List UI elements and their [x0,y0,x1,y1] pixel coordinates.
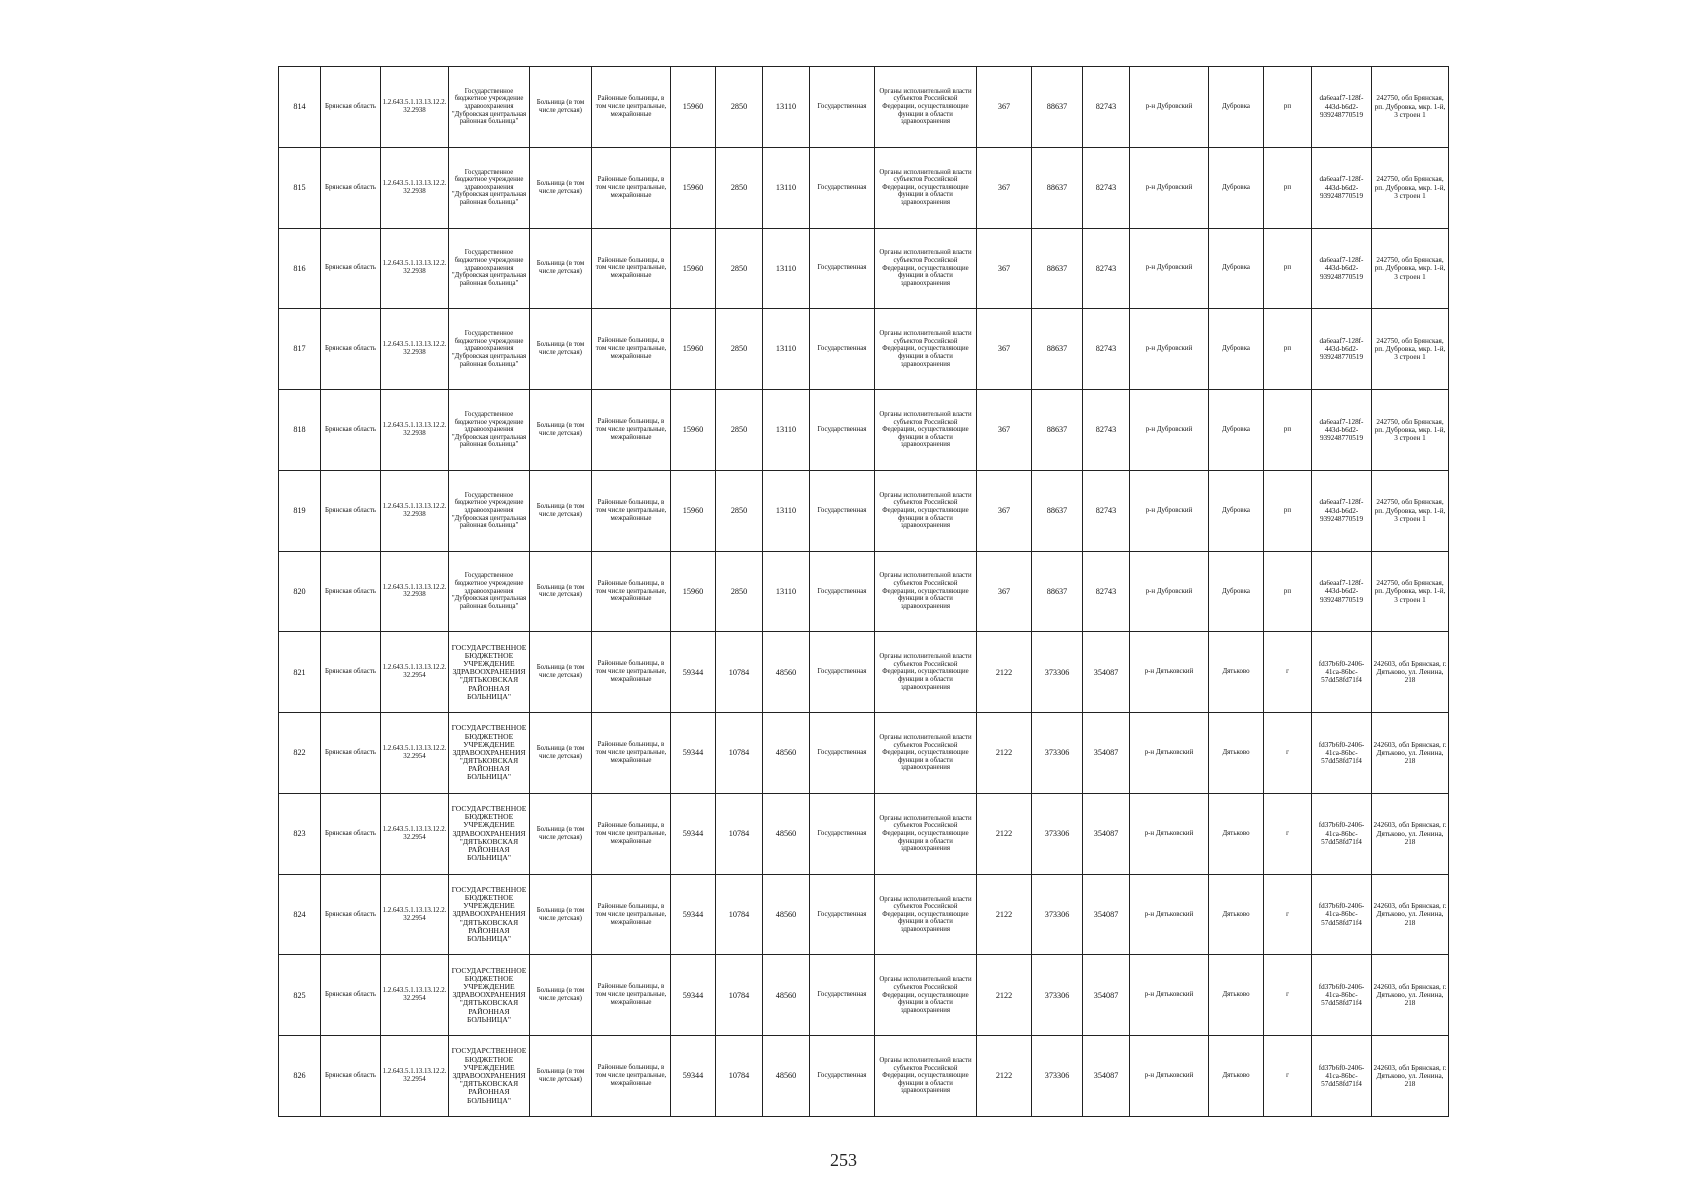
row-number-cell: 819 [279,470,321,551]
oid-code-cell: 1.2.643.5.1.13.13.12.2.32.2954 [381,713,449,794]
organization-name-cell: ГОСУДАРСТВЕННОЕ БЮДЖЕТНОЕ УЧРЕЖДЕНИЕ ЗДРАВООХРАНЕНИЯ "ДЯТЬКОВСКАЯ РАЙОННАЯ БОЛЬНИЦА" [449,713,530,794]
authority-cell: Органы исполнительной власти субъектов Российской Федерации, осуществляющие функции в области здравоохранения [875,1036,977,1117]
address-cell: 242603, обл Брянская, г. Дятьково, ул. Ленина, 218 [1372,713,1449,794]
uuid-cell: da6eaaf7-128f-443d-b6d2-939248770519 [1312,551,1372,632]
address-cell: 242603, обл Брянская, г. Дятьково, ул. Ленина, 218 [1372,955,1449,1036]
value-2-cell: 2850 [716,551,763,632]
hospital-registry-table [278,66,1449,1117]
value-5-cell: 88637 [1032,309,1083,390]
locality-cell: Дятьково [1209,793,1264,874]
locality-type-cell: рп [1264,390,1312,471]
facility-subtype-cell: Районные больницы, в том числе центральные, межрайонные [592,228,671,309]
authority-cell: Органы исполнительной власти субъектов Российской Федерации, осуществляющие функции в области здравоохранения [875,713,977,794]
value-1-cell: 59344 [671,874,716,955]
oid-code-cell: 1.2.643.5.1.13.13.12.2.32.2938 [381,309,449,390]
organization-name-cell: Государственное бюджетное учреждение здравоохранения "Дубровская центральная районная больница" [449,228,530,309]
facility-type-cell: Больница (в том числе детская) [530,713,592,794]
oid-code-cell: 1.2.643.5.1.13.13.12.2.32.2938 [381,67,449,148]
row-number-cell: 821 [279,632,321,713]
authority-cell: Органы исполнительной власти субъектов Российской Федерации, осуществляющие функции в области здравоохранения [875,632,977,713]
address-cell: 242603, обл Брянская, г. Дятьково, ул. Ленина, 218 [1372,632,1449,713]
region-cell: Брянская область [321,551,381,632]
locality-cell: Дубровка [1209,147,1264,228]
table-row [279,632,1449,713]
value-1-cell: 59344 [671,632,716,713]
table-body [279,67,1449,1117]
value-6-cell: 354087 [1083,1036,1130,1117]
table-row [279,228,1449,309]
address-cell: 242750, обл Брянская, рп. Дубровка, мкр. 1-й, 3 строен 1 [1372,551,1449,632]
locality-cell: Дятьково [1209,713,1264,794]
locality-type-cell: г [1264,955,1312,1036]
region-cell: Брянская область [321,955,381,1036]
value-4-cell: 367 [977,67,1032,148]
organization-name-cell: ГОСУДАРСТВЕННОЕ БЮДЖЕТНОЕ УЧРЕЖДЕНИЕ ЗДРАВООХРАНЕНИЯ "ДЯТЬКОВСКАЯ РАЙОННАЯ БОЛЬНИЦА" [449,632,530,713]
address-cell: 242603, обл Брянская, г. Дятьково, ул. Ленина, 218 [1372,1036,1449,1117]
authority-cell: Органы исполнительной власти субъектов Российской Федерации, осуществляющие функции в области здравоохранения [875,551,977,632]
value-6-cell: 82743 [1083,309,1130,390]
locality-type-cell: г [1264,1036,1312,1117]
facility-subtype-cell: Районные больницы, в том числе центральные, межрайонные [592,632,671,713]
value-4-cell: 2122 [977,713,1032,794]
value-2-cell: 2850 [716,390,763,471]
oid-code-cell: 1.2.643.5.1.13.13.12.2.32.2954 [381,1036,449,1117]
uuid-cell: fd37b6f0-2406-41ca-86bc-57dd58fd71f4 [1312,632,1372,713]
value-6-cell: 354087 [1083,793,1130,874]
facility-type-cell: Больница (в том числе детская) [530,632,592,713]
ownership-cell: Государственная [810,228,875,309]
facility-type-cell: Больница (в том числе детская) [530,147,592,228]
locality-cell: Дятьково [1209,1036,1264,1117]
region-cell: Брянская область [321,470,381,551]
row-number-cell: 814 [279,67,321,148]
value-5-cell: 373306 [1032,955,1083,1036]
facility-type-cell: Больница (в том числе детская) [530,228,592,309]
facility-type-cell: Больница (в том числе детская) [530,874,592,955]
value-4-cell: 2122 [977,793,1032,874]
value-3-cell: 13110 [763,228,810,309]
value-6-cell: 354087 [1083,713,1130,794]
region-cell: Брянская область [321,713,381,794]
region-cell: Брянская область [321,793,381,874]
ownership-cell: Государственная [810,551,875,632]
value-1-cell: 59344 [671,713,716,794]
oid-code-cell: 1.2.643.5.1.13.13.12.2.32.2938 [381,390,449,471]
value-6-cell: 82743 [1083,67,1130,148]
facility-type-cell: Больница (в том числе детская) [530,67,592,148]
organization-name-cell: ГОСУДАРСТВЕННОЕ БЮДЖЕТНОЕ УЧРЕЖДЕНИЕ ЗДРАВООХРАНЕНИЯ "ДЯТЬКОВСКАЯ РАЙОННАЯ БОЛЬНИЦА" [449,1036,530,1117]
value-1-cell: 59344 [671,793,716,874]
facility-subtype-cell: Районные больницы, в том числе центральные, межрайонные [592,955,671,1036]
value-1-cell: 15960 [671,309,716,390]
row-number-cell: 825 [279,955,321,1036]
ownership-cell: Государственная [810,309,875,390]
value-5-cell: 88637 [1032,551,1083,632]
value-1-cell: 15960 [671,551,716,632]
region-cell: Брянская область [321,1036,381,1117]
uuid-cell: fd37b6f0-2406-41ca-86bc-57dd58fd71f4 [1312,793,1372,874]
value-1-cell: 15960 [671,67,716,148]
value-3-cell: 48560 [763,632,810,713]
table-row [279,955,1449,1036]
locality-cell: Дубровка [1209,390,1264,471]
row-number-cell: 816 [279,228,321,309]
table-row [279,390,1449,471]
oid-code-cell: 1.2.643.5.1.13.13.12.2.32.2938 [381,551,449,632]
facility-subtype-cell: Районные больницы, в том числе центральные, межрайонные [592,874,671,955]
district-cell: р-н Дубровский [1130,147,1209,228]
uuid-cell: da6eaaf7-128f-443d-b6d2-939248770519 [1312,67,1372,148]
district-cell: р-н Дубровский [1130,551,1209,632]
uuid-cell: da6eaaf7-128f-443d-b6d2-939248770519 [1312,147,1372,228]
ownership-cell: Государственная [810,713,875,794]
row-number-cell: 822 [279,713,321,794]
facility-type-cell: Больница (в том числе детская) [530,551,592,632]
authority-cell: Органы исполнительной власти субъектов Российской Федерации, осуществляющие функции в области здравоохранения [875,228,977,309]
locality-cell: Дубровка [1209,228,1264,309]
organization-name-cell: Государственное бюджетное учреждение здравоохранения "Дубровская центральная районная больница" [449,309,530,390]
value-2-cell: 2850 [716,147,763,228]
authority-cell: Органы исполнительной власти субъектов Российской Федерации, осуществляющие функции в области здравоохранения [875,309,977,390]
value-6-cell: 82743 [1083,147,1130,228]
locality-cell: Дубровка [1209,67,1264,148]
row-number-cell: 817 [279,309,321,390]
value-4-cell: 2122 [977,874,1032,955]
ownership-cell: Государственная [810,874,875,955]
locality-type-cell: г [1264,632,1312,713]
value-2-cell: 10784 [716,1036,763,1117]
district-cell: р-н Дубровский [1130,470,1209,551]
table-row [279,67,1449,148]
value-4-cell: 2122 [977,632,1032,713]
row-number-cell: 823 [279,793,321,874]
oid-code-cell: 1.2.643.5.1.13.13.12.2.32.2954 [381,632,449,713]
row-number-cell: 826 [279,1036,321,1117]
region-cell: Брянская область [321,874,381,955]
region-cell: Брянская область [321,228,381,309]
locality-cell: Дятьково [1209,632,1264,713]
locality-cell: Дятьково [1209,955,1264,1036]
organization-name-cell: ГОСУДАРСТВЕННОЕ БЮДЖЕТНОЕ УЧРЕЖДЕНИЕ ЗДРАВООХРАНЕНИЯ "ДЯТЬКОВСКАЯ РАЙОННАЯ БОЛЬНИЦА" [449,955,530,1036]
locality-cell: Дубровка [1209,470,1264,551]
value-1-cell: 59344 [671,955,716,1036]
value-3-cell: 13110 [763,470,810,551]
district-cell: р-н Дятьковский [1130,874,1209,955]
row-number-cell: 820 [279,551,321,632]
table-row [279,874,1449,955]
locality-type-cell: рп [1264,147,1312,228]
value-3-cell: 48560 [763,1036,810,1117]
value-5-cell: 88637 [1032,390,1083,471]
ownership-cell: Государственная [810,470,875,551]
authority-cell: Органы исполнительной власти субъектов Российской Федерации, осуществляющие функции в области здравоохранения [875,390,977,471]
value-3-cell: 48560 [763,793,810,874]
locality-type-cell: рп [1264,470,1312,551]
value-6-cell: 354087 [1083,955,1130,1036]
organization-name-cell: Государственное бюджетное учреждение здравоохранения "Дубровская центральная районная больница" [449,67,530,148]
facility-subtype-cell: Районные больницы, в том числе центральные, межрайонные [592,470,671,551]
authority-cell: Органы исполнительной власти субъектов Российской Федерации, осуществляющие функции в области здравоохранения [875,67,977,148]
facility-type-cell: Больница (в том числе детская) [530,390,592,471]
ownership-cell: Государственная [810,1036,875,1117]
organization-name-cell: Государственное бюджетное учреждение здравоохранения "Дубровская центральная районная больница" [449,551,530,632]
value-2-cell: 2850 [716,470,763,551]
region-cell: Брянская область [321,67,381,148]
address-cell: 242750, обл Брянская, рп. Дубровка, мкр. 1-й, 3 строен 1 [1372,470,1449,551]
locality-type-cell: рп [1264,67,1312,148]
facility-subtype-cell: Районные больницы, в том числе центральные, межрайонные [592,67,671,148]
value-2-cell: 10784 [716,632,763,713]
ownership-cell: Государственная [810,632,875,713]
ownership-cell: Государственная [810,793,875,874]
value-2-cell: 10784 [716,874,763,955]
uuid-cell: fd37b6f0-2406-41ca-86bc-57dd58fd71f4 [1312,1036,1372,1117]
value-4-cell: 367 [977,390,1032,471]
locality-type-cell: г [1264,874,1312,955]
value-3-cell: 48560 [763,955,810,1036]
table-row [279,793,1449,874]
ownership-cell: Государственная [810,390,875,471]
table-row [279,470,1449,551]
authority-cell: Органы исполнительной власти субъектов Российской Федерации, осуществляющие функции в области здравоохранения [875,470,977,551]
value-6-cell: 82743 [1083,390,1130,471]
row-number-cell: 824 [279,874,321,955]
value-1-cell: 15960 [671,147,716,228]
value-4-cell: 367 [977,551,1032,632]
locality-cell: Дятьково [1209,874,1264,955]
value-4-cell: 367 [977,309,1032,390]
district-cell: р-н Дятьковский [1130,955,1209,1036]
facility-type-cell: Больница (в том числе детская) [530,470,592,551]
organization-name-cell: ГОСУДАРСТВЕННОЕ БЮДЖЕТНОЕ УЧРЕЖДЕНИЕ ЗДРАВООХРАНЕНИЯ "ДЯТЬКОВСКАЯ РАЙОННАЯ БОЛЬНИЦА" [449,793,530,874]
value-3-cell: 13110 [763,67,810,148]
facility-subtype-cell: Районные больницы, в том числе центральные, межрайонные [592,1036,671,1117]
value-4-cell: 367 [977,228,1032,309]
value-4-cell: 2122 [977,1036,1032,1117]
district-cell: р-н Дубровский [1130,228,1209,309]
region-cell: Брянская область [321,632,381,713]
table-row [279,551,1449,632]
authority-cell: Органы исполнительной власти субъектов Российской Федерации, осуществляющие функции в области здравоохранения [875,793,977,874]
value-3-cell: 13110 [763,390,810,471]
value-5-cell: 88637 [1032,228,1083,309]
value-6-cell: 82743 [1083,551,1130,632]
facility-subtype-cell: Районные больницы, в том числе центральные, межрайонные [592,793,671,874]
facility-subtype-cell: Районные больницы, в том числе центральные, межрайонные [592,713,671,794]
value-5-cell: 373306 [1032,874,1083,955]
locality-type-cell: рп [1264,551,1312,632]
value-5-cell: 88637 [1032,147,1083,228]
facility-type-cell: Больница (в том числе детская) [530,955,592,1036]
address-cell: 242750, обл Брянская, рп. Дубровка, мкр. 1-й, 3 строен 1 [1372,147,1449,228]
uuid-cell: da6eaaf7-128f-443d-b6d2-939248770519 [1312,228,1372,309]
oid-code-cell: 1.2.643.5.1.13.13.12.2.32.2954 [381,793,449,874]
value-2-cell: 2850 [716,228,763,309]
organization-name-cell: Государственное бюджетное учреждение здравоохранения "Дубровская центральная районная больница" [449,470,530,551]
district-cell: р-н Дятьковский [1130,1036,1209,1117]
district-cell: р-н Дубровский [1130,67,1209,148]
authority-cell: Органы исполнительной власти субъектов Российской Федерации, осуществляющие функции в области здравоохранения [875,955,977,1036]
district-cell: р-н Дубровский [1130,390,1209,471]
value-1-cell: 15960 [671,390,716,471]
region-cell: Брянская область [321,309,381,390]
page-number: 253 [830,1150,857,1170]
table-row [279,713,1449,794]
ownership-cell: Государственная [810,955,875,1036]
organization-name-cell: Государственное бюджетное учреждение здравоохранения "Дубровская центральная районная больница" [449,390,530,471]
value-3-cell: 48560 [763,713,810,794]
table-row [279,147,1449,228]
facility-subtype-cell: Районные больницы, в том числе центральные, межрайонные [592,147,671,228]
district-cell: р-н Дятьковский [1130,632,1209,713]
ownership-cell: Государственная [810,67,875,148]
value-5-cell: 373306 [1032,1036,1083,1117]
value-2-cell: 10784 [716,713,763,794]
facility-type-cell: Больница (в том числе детская) [530,1036,592,1117]
locality-type-cell: г [1264,793,1312,874]
value-3-cell: 13110 [763,147,810,228]
facility-subtype-cell: Районные больницы, в том числе центральные, межрайонные [592,309,671,390]
region-cell: Брянская область [321,147,381,228]
authority-cell: Органы исполнительной власти субъектов Российской Федерации, осуществляющие функции в области здравоохранения [875,874,977,955]
value-5-cell: 373306 [1032,793,1083,874]
value-2-cell: 2850 [716,67,763,148]
facility-subtype-cell: Районные больницы, в том числе центральные, межрайонные [592,390,671,471]
locality-type-cell: рп [1264,309,1312,390]
uuid-cell: fd37b6f0-2406-41ca-86bc-57dd58fd71f4 [1312,955,1372,1036]
oid-code-cell: 1.2.643.5.1.13.13.12.2.32.2938 [381,470,449,551]
value-4-cell: 367 [977,147,1032,228]
row-number-cell: 818 [279,390,321,471]
value-3-cell: 13110 [763,309,810,390]
district-cell: р-н Дятьковский [1130,793,1209,874]
organization-name-cell: Государственное бюджетное учреждение здравоохранения "Дубровская центральная районная больница" [449,147,530,228]
authority-cell: Органы исполнительной власти субъектов Российской Федерации, осуществляющие функции в области здравоохранения [875,147,977,228]
ownership-cell: Государственная [810,147,875,228]
facility-type-cell: Больница (в том числе детская) [530,793,592,874]
region-cell: Брянская область [321,390,381,471]
oid-code-cell: 1.2.643.5.1.13.13.12.2.32.2954 [381,874,449,955]
table-row [279,1036,1449,1117]
value-6-cell: 354087 [1083,874,1130,955]
oid-code-cell: 1.2.643.5.1.13.13.12.2.32.2938 [381,147,449,228]
value-1-cell: 15960 [671,470,716,551]
uuid-cell: da6eaaf7-128f-443d-b6d2-939248770519 [1312,470,1372,551]
value-1-cell: 15960 [671,228,716,309]
oid-code-cell: 1.2.643.5.1.13.13.12.2.32.2954 [381,955,449,1036]
uuid-cell: da6eaaf7-128f-443d-b6d2-939248770519 [1312,309,1372,390]
value-6-cell: 354087 [1083,632,1130,713]
value-2-cell: 10784 [716,955,763,1036]
value-4-cell: 367 [977,470,1032,551]
organization-name-cell: ГОСУДАРСТВЕННОЕ БЮДЖЕТНОЕ УЧРЕЖДЕНИЕ ЗДРАВООХРАНЕНИЯ "ДЯТЬКОВСКАЯ РАЙОННАЯ БОЛЬНИЦА" [449,874,530,955]
value-3-cell: 13110 [763,551,810,632]
value-2-cell: 2850 [716,309,763,390]
locality-type-cell: рп [1264,228,1312,309]
value-1-cell: 59344 [671,1036,716,1117]
value-4-cell: 2122 [977,955,1032,1036]
table-row [279,309,1449,390]
facility-type-cell: Больница (в том числе детская) [530,309,592,390]
row-number-cell: 815 [279,147,321,228]
value-5-cell: 88637 [1032,470,1083,551]
district-cell: р-н Дубровский [1130,309,1209,390]
district-cell: р-н Дятьковский [1130,713,1209,794]
value-3-cell: 48560 [763,874,810,955]
address-cell: 242750, обл Брянская, рп. Дубровка, мкр. 1-й, 3 строен 1 [1372,228,1449,309]
value-6-cell: 82743 [1083,470,1130,551]
uuid-cell: fd37b6f0-2406-41ca-86bc-57dd58fd71f4 [1312,874,1372,955]
oid-code-cell: 1.2.643.5.1.13.13.12.2.32.2938 [381,228,449,309]
address-cell: 242750, обл Брянская, рп. Дубровка, мкр. 1-й, 3 строен 1 [1372,67,1449,148]
value-5-cell: 88637 [1032,67,1083,148]
facility-subtype-cell: Районные больницы, в том числе центральные, межрайонные [592,551,671,632]
value-5-cell: 373306 [1032,713,1083,794]
address-cell: 242603, обл Брянская, г. Дятьково, ул. Ленина, 218 [1372,874,1449,955]
value-5-cell: 373306 [1032,632,1083,713]
value-2-cell: 10784 [716,793,763,874]
address-cell: 242750, обл Брянская, рп. Дубровка, мкр. 1-й, 3 строен 1 [1372,390,1449,471]
locality-cell: Дубровка [1209,309,1264,390]
uuid-cell: da6eaaf7-128f-443d-b6d2-939248770519 [1312,390,1372,471]
address-cell: 242750, обл Брянская, рп. Дубровка, мкр. 1-й, 3 строен 1 [1372,309,1449,390]
locality-cell: Дубровка [1209,551,1264,632]
value-6-cell: 82743 [1083,228,1130,309]
uuid-cell: fd37b6f0-2406-41ca-86bc-57dd58fd71f4 [1312,713,1372,794]
address-cell: 242603, обл Брянская, г. Дятьково, ул. Ленина, 218 [1372,793,1449,874]
locality-type-cell: г [1264,713,1312,794]
